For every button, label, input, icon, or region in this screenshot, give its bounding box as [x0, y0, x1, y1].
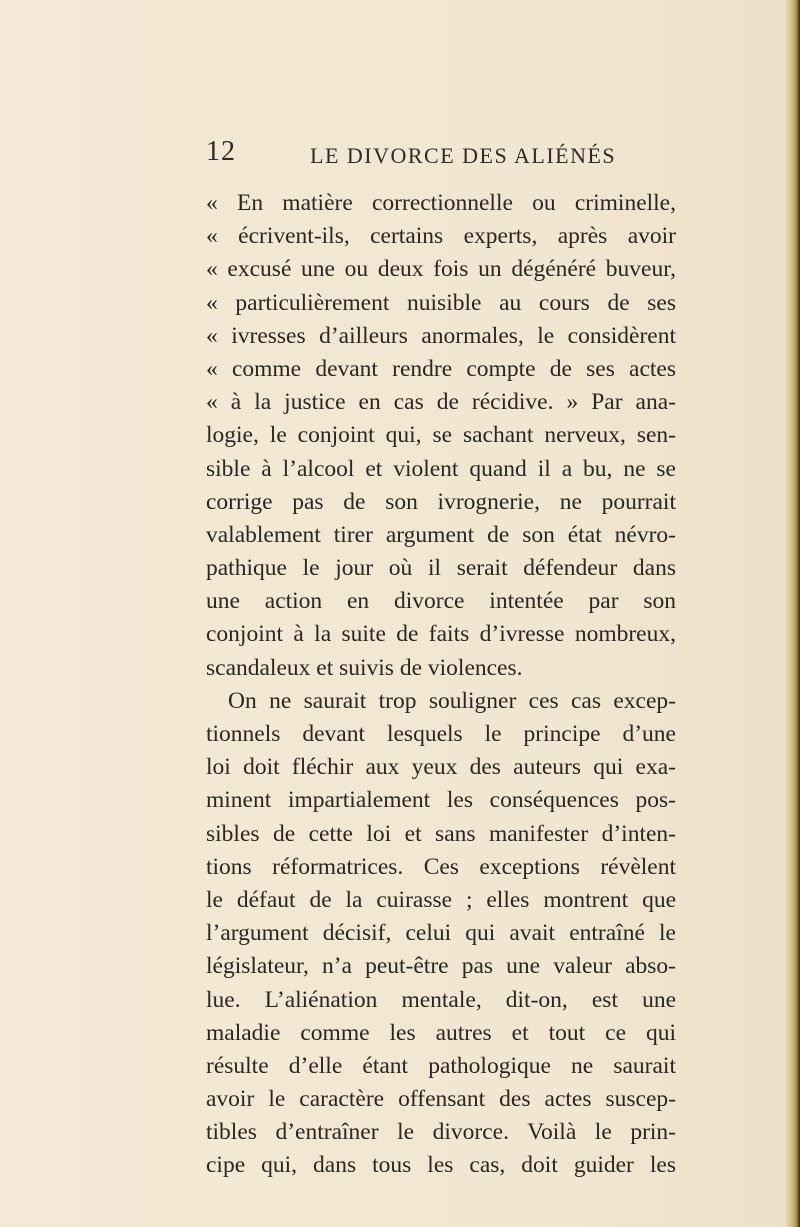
text-line: minent impartialement les conséquences pos-: [206, 787, 676, 814]
page-number: 12: [206, 136, 236, 167]
text-line: une action en divorce intentée par son: [206, 588, 676, 615]
text-line: lue. L’aliénation mentale, dit-on, est une: [206, 986, 676, 1013]
text-line: « excusé une ou deux fois un dégénéré buveur,: [206, 256, 676, 283]
text-line: cipe qui, dans tous les cas, doit guider les: [206, 1152, 676, 1179]
text-line: maladie comme les autres et tout ce qui: [206, 1019, 676, 1046]
text-line: résulte d’elle étant pathologique ne saurait: [206, 1052, 676, 1079]
text-line: « En matière correctionnelle ou criminelle,: [206, 190, 676, 216]
text-line: « écrivent-ils, certains experts, après avoir: [206, 223, 676, 250]
text-line: « particulièrement nuisible au cours de ses: [206, 289, 676, 316]
text-line: « comme devant rendre compte de ses actes: [206, 355, 676, 382]
text-line: sibles de cette loi et sans manifester d’inten-: [206, 820, 676, 847]
text-line: avoir le caractère offensant des actes suscep-: [206, 1086, 676, 1113]
text-line: législateur, n’a peut-être pas une valeur abso-: [206, 953, 676, 980]
page-edge: [786, 0, 800, 1227]
running-title: LE DIVORCE DES ALIÉNÉS: [310, 143, 617, 168]
text-line: logie, le conjoint qui, se sachant nerveux, sen-: [206, 422, 676, 449]
text-line: « ivresses d’ailleurs anormales, le considèrent: [206, 322, 676, 349]
text-line: conjoint à la suite de faits d’ivresse nombreux,: [206, 621, 676, 648]
body-text: [206, 187, 676, 1183]
page-header: [206, 136, 706, 176]
text-line: valablement tirer argument de son état névro-: [206, 521, 676, 548]
text-line: On ne saurait trop souligner ces cas excep-: [228, 687, 676, 714]
text-line: tions réformatrices. Ces exceptions révèlent: [206, 853, 676, 880]
text-line: le défaut de la cuirasse ; elles montrent que: [206, 886, 676, 913]
text-line: tibles d’entraîner le divorce. Voilà le prin-: [206, 1119, 676, 1146]
text-line: « à la justice en cas de récidive. » Par ana-: [206, 389, 676, 416]
text-line: tionnels devant lesquels le principe d’une: [206, 721, 676, 747]
text-line: l’argument décisif, celui qui avait entraîné le: [206, 920, 676, 947]
text-line: pathique le jour où il serait défendeur dans: [206, 555, 676, 582]
text-line: loi doit fléchir aux yeux des auteurs qui exa-: [206, 754, 676, 781]
text-line: sible à l’alcool et violent quand il a bu, ne se: [206, 455, 676, 482]
text-line: scandaleux et suivis de violences.: [206, 654, 523, 681]
text-line: corrige pas de son ivrognerie, ne pourrait: [206, 488, 676, 515]
